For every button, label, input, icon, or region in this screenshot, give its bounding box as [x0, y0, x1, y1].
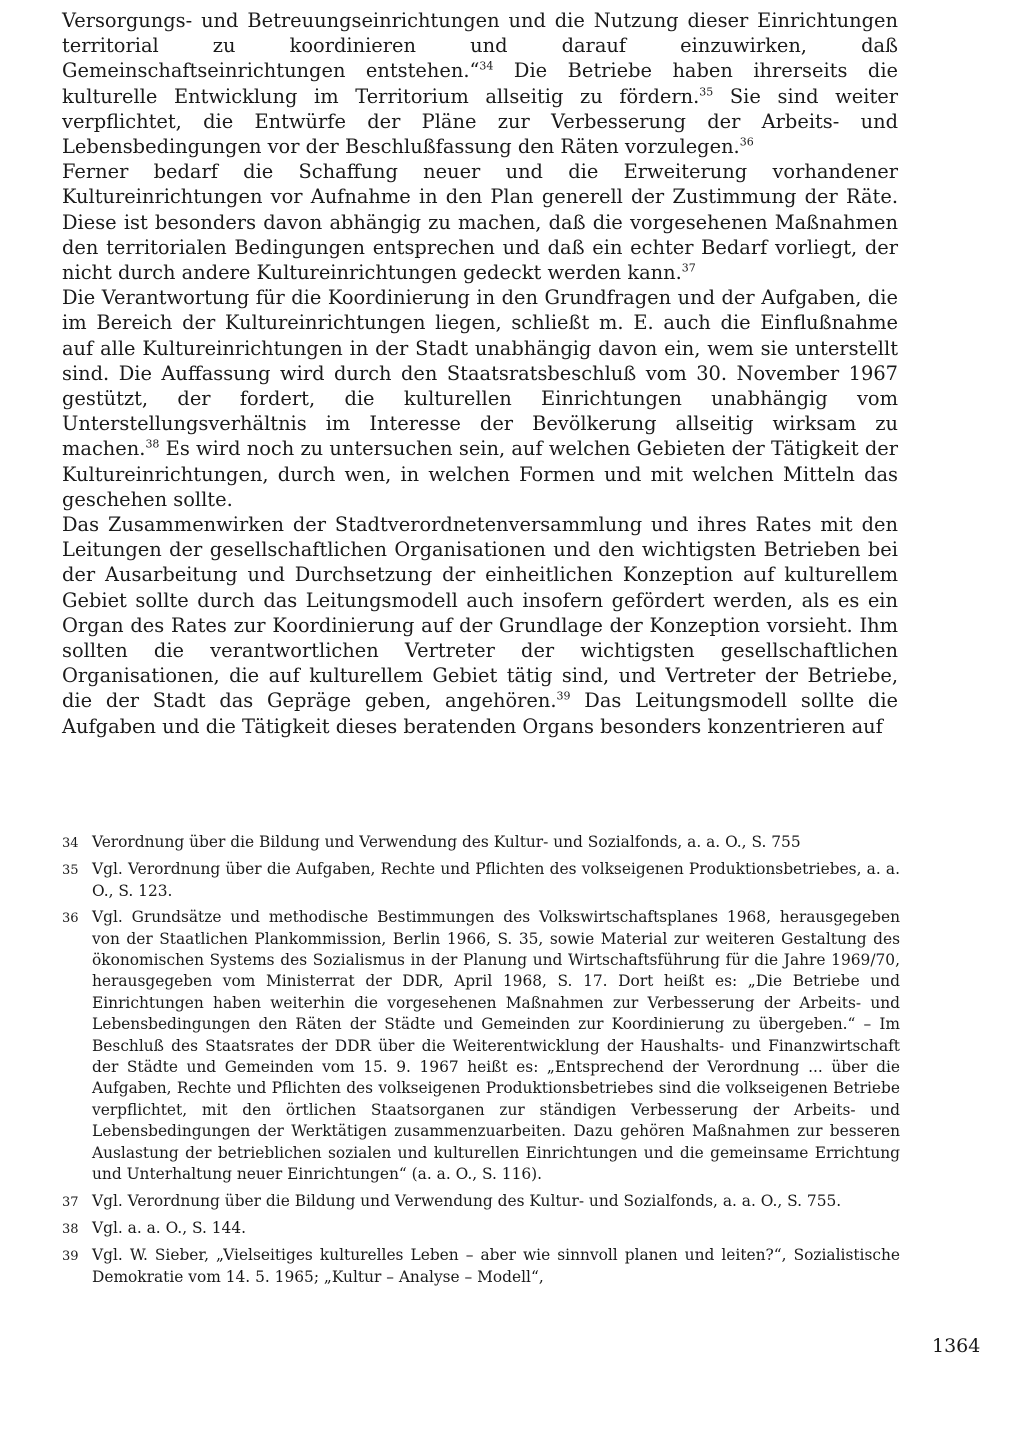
- paragraph-text: Es wird noch zu untersuchen sein, auf welchen Gebieten der Tätigkeit der Kultureinrichtungen, durch wen, in welchen Formen und mit welchen Mitteln das geschehen sollte.: [62, 437, 898, 511]
- footnote: [62, 859, 900, 902]
- footnote-text: Verordnung über die Bildung und Verwendung des Kultur- und Sozialfonds, a. a. O., S. 755: [92, 833, 801, 851]
- footnote-number: 37: [62, 1194, 79, 1210]
- paragraph-text: Das Zusammenwirken der Stadtverordnetenversammlung und ihres Rates mit den Leitungen der gesellschaftlichen Organisationen und den wichtigsten Betrieben bei der Ausarbeitung und Durchsetzung der einheitlichen Konzeption auf kulturellem Gebiet sollte durch das Leitungsmodell auch insofern gefördert werden, als es ein Organ des Rates zur Koordinierung auf der Grundlage der Konzeption vorsieht. Ihm sollten die verantwortlichen Vertreter der wichtigsten gesellschaftlichen Organisationen, die auf kulturellem Gebiet tätig sind, und Vertreter der Betriebe, die der Stadt das Gepräge geben, angehören.: [62, 513, 898, 713]
- footnote-number: 38: [62, 1221, 79, 1237]
- footnote-text: Vgl. Verordnung über die Aufgaben, Rechte und Pflichten des volkseigenen Produktionsbetriebes, a. a. O., S. 123.: [92, 860, 900, 900]
- paragraph-text: Versorgungs- und Betreuungseinrichtungen und die Nutzung dieser Einrichtungen territorial zu koordinieren und darauf einzuwirken, daß Gemeinschaftseinrichtungen entstehen.“: [62, 9, 898, 83]
- paragraph-text: Ferner bedarf die Schaffung neuer und die Erweiterung vorhandener Kultureinrichtungen vor Aufnahme in den Plan generell der Zustimmung der Räte. Diese ist besonders davon abhängig zu machen, daß die vorgesehenen Maßnahmen den territorialen Bedingungen entsprechen und daß ein echter Bedarf vorliegt, der nicht durch andere Kultureinrichtungen gedeckt werden kann.: [62, 160, 898, 285]
- footnote-text: Vgl. a. a. O., S. 144.: [92, 1218, 247, 1237]
- footnote-number: 35: [62, 863, 79, 879]
- footnote-number: 34: [62, 836, 79, 851]
- page-number: 1364: [932, 1335, 981, 1357]
- footnote-number: 36: [62, 911, 79, 927]
- footnote: [62, 907, 900, 1185]
- footnote: [62, 1245, 900, 1288]
- footnote-reference: 35: [699, 85, 714, 99]
- main-text: [62, 8, 898, 739]
- paragraph-text: Die Verantwortung für die Koordinierung in den Grundfragen und der Aufgaben, die im Bereich der Kultureinrichtungen liegen, schließt m. E. auch die Einflußnahme auf alle Kultureinrichtungen in der Stadt unabhängig davon ein, wem sie unterstellt sind. Die Auffassung wird durch den Staatsratsbeschluß vom 30. November 1967 gestützt, der fordert, die kulturellen Einrichtungen unabhängig vom Unterstellungsverhältnis im Interesse der Bevölkerung allseitig wirksam zu machen.: [62, 286, 898, 461]
- body-paragraph: [62, 8, 898, 159]
- footnote-text: Vgl. Grundsätze und methodische Bestimmungen des Volkswirtschaftsplanes 1968, herausgegeben von der Staatlichen Plankommission, Berlin 1966, S. 35, sowie Material zur weiteren Gestaltung des ökonomischen Systems des Sozialismus in der Planung und Wirtschaftsführung für die Jahre 1969/70, herausgegeben vom Ministerrat der DDR, April 1968, S. 17. Dort heißt es: „Die Betriebe und Einrichtungen haben weiterhin die vorgesehenen Maßnahmen zur Verbesserung der Arbeits- und Lebensbedingungen den Räten der Städte und Gemeinden zur Koordinierung zu übergeben.“ – Im Beschluß des Staatsrates der DDR über die Weiterentwicklung der Haushalts- und Finanzwirtschaft der Städte und Gemeinden vom 15. 9. 1967 heißt es: „Entsprechend der Verordnung ... über die Aufgaben, Rechte und Pflichten des volkseigenen Produktionsbetriebes sind die volkseigenen Betriebe verpflichtet, mit den örtlichen Staatsorganen zur ständigen Verbesserung der Arbeits- und Lebensbedingungen der Werktätigen zusammenzuarbeiten. Dazu gehören Maßnahmen zur besseren Auslastung der betrieblichen sozialen und kulturellen Einrichtungen und die gemeinsame Errichtung und Unterhaltung neuer Einrichtungen“ (a. a. O., S. 116).: [92, 908, 900, 1184]
- footnote-reference: 36: [739, 135, 754, 149]
- paragraph-text: Das Leitungsmodell sollte die Aufgaben und die Tätigkeit dieses beratenden Organs besonders konzentrieren auf: [62, 689, 899, 738]
- footnote: [62, 1218, 900, 1240]
- body-paragraph: [62, 159, 898, 285]
- paragraph-text: Sie sind weiter verpflichtet, die Entwürfe der Pläne zur Verbesserung der Arbeits- und Lebensbedingungen vor der Beschlußfassung den Räten vorzulegen.: [62, 84, 898, 159]
- footnote-reference: 37: [681, 261, 696, 275]
- footnote-number: 39: [62, 1249, 79, 1265]
- footnotes: [62, 832, 900, 1293]
- footnote: [62, 832, 900, 854]
- paragraph-text: Die Betriebe haben ihrerseits die kulturelle Entwicklung im Territorium allseitig zu fördern.: [62, 59, 898, 108]
- footnote-reference: 34: [479, 59, 494, 73]
- footnote-reference: 39: [556, 690, 571, 704]
- footnote-text: Vgl. Verordnung über die Bildung und Verwendung des Kultur- und Sozialfonds, a. a. O., S. 755.: [92, 1191, 842, 1210]
- body-text: [62, 8, 898, 739]
- footnote-text: Vgl. W. Sieber, „Vielseitiges kulturelles Leben – aber wie sinnvoll planen und leiten?“, Sozialistische Demokratie vom 14. 5. 1965; „Kultur – Analyse – Modell“,: [92, 1246, 900, 1286]
- body-paragraph: [62, 285, 898, 512]
- footnote: [62, 1191, 900, 1213]
- body-paragraph: [62, 512, 898, 739]
- footnote-reference: 38: [145, 437, 160, 451]
